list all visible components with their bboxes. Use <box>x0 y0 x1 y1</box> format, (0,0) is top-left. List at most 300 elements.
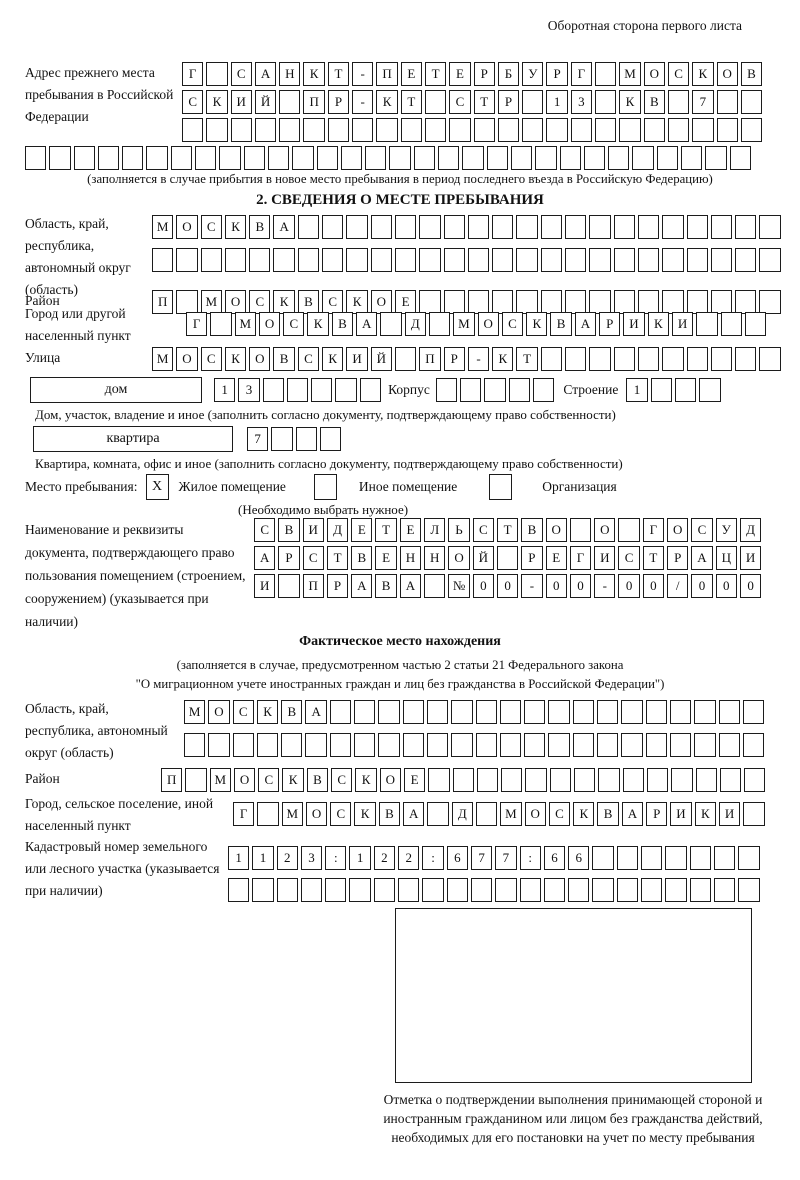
char-cell-empty[interactable] <box>403 733 424 757</box>
char-cell-empty[interactable] <box>419 215 440 239</box>
char-cell-empty[interactable] <box>671 768 692 792</box>
char-cell-filled[interactable]: Т <box>401 90 422 114</box>
char-cell-empty[interactable] <box>255 118 276 142</box>
char-cell-filled[interactable]: К <box>303 62 324 86</box>
char-cell-empty[interactable] <box>233 733 254 757</box>
char-cell-empty[interactable] <box>292 146 313 170</box>
char-cell-empty[interactable] <box>589 215 610 239</box>
char-cell-filled[interactable]: М <box>500 802 521 826</box>
char-cell-filled[interactable]: Т <box>643 546 664 570</box>
char-cell-empty[interactable] <box>281 733 302 757</box>
char-cell-empty[interactable] <box>492 215 513 239</box>
char-cell-filled[interactable]: П <box>303 90 324 114</box>
char-cell-filled[interactable]: № <box>448 574 469 598</box>
char-cell-empty[interactable] <box>354 700 375 724</box>
char-cell-empty[interactable] <box>492 248 513 272</box>
char-cell-empty[interactable] <box>398 878 419 902</box>
char-cell-filled[interactable]: Г <box>571 62 592 86</box>
char-cell-empty[interactable] <box>741 118 762 142</box>
char-cell-empty[interactable] <box>533 378 554 402</box>
char-cell-filled[interactable]: Е <box>546 546 567 570</box>
char-cell-filled[interactable]: 7 <box>495 846 516 870</box>
char-cell-filled[interactable]: К <box>225 347 246 371</box>
char-cell-empty[interactable] <box>468 290 489 314</box>
char-cell-empty[interactable] <box>428 768 449 792</box>
char-cell-filled[interactable]: В <box>597 802 618 826</box>
char-cell-filled[interactable]: Р <box>278 546 299 570</box>
char-cell-empty[interactable] <box>617 878 638 902</box>
char-cell-filled[interactable]: Т <box>516 347 537 371</box>
char-cell-filled[interactable]: М <box>152 215 173 239</box>
char-cell-empty[interactable] <box>735 290 756 314</box>
char-cell-empty[interactable] <box>146 146 167 170</box>
char-cell-filled[interactable]: К <box>376 90 397 114</box>
char-cell-empty[interactable] <box>438 146 459 170</box>
char-cell-filled[interactable]: В <box>307 768 328 792</box>
char-cell-empty[interactable] <box>330 733 351 757</box>
char-cell-filled[interactable]: Н <box>400 546 421 570</box>
char-cell-empty[interactable] <box>568 878 589 902</box>
char-cell-empty[interactable] <box>692 118 713 142</box>
char-cell-filled[interactable]: Й <box>473 546 494 570</box>
char-cell-filled[interactable]: Н <box>279 62 300 86</box>
char-cell-empty[interactable] <box>614 347 635 371</box>
char-cell-empty[interactable] <box>681 146 702 170</box>
char-cell-empty[interactable] <box>471 878 492 902</box>
char-cell-filled[interactable]: С <box>249 290 270 314</box>
char-cell-filled[interactable]: К <box>273 290 294 314</box>
char-cell-filled[interactable]: С <box>549 802 570 826</box>
char-cell-filled[interactable]: К <box>206 90 227 114</box>
char-cell-filled[interactable]: 1 <box>214 378 235 402</box>
char-cell-empty[interactable] <box>651 378 672 402</box>
char-cell-filled[interactable]: К <box>619 90 640 114</box>
char-cell-filled[interactable]: В <box>644 90 665 114</box>
char-cell-empty[interactable] <box>617 846 638 870</box>
char-cell-filled[interactable]: 0 <box>618 574 639 598</box>
char-cell-empty[interactable] <box>623 768 644 792</box>
char-cell-empty[interactable] <box>303 118 324 142</box>
char-cell-filled[interactable]: К <box>225 215 246 239</box>
char-cell-filled[interactable]: С <box>330 802 351 826</box>
char-cell-filled[interactable]: Ц <box>716 546 737 570</box>
char-cell-empty[interactable] <box>244 146 265 170</box>
char-cell-empty[interactable] <box>743 700 764 724</box>
char-cell-filled[interactable]: И <box>672 312 693 336</box>
char-cell-filled[interactable]: И <box>594 546 615 570</box>
char-cell-empty[interactable] <box>565 248 586 272</box>
char-cell-filled[interactable]: Г <box>182 62 203 86</box>
char-cell-empty[interactable] <box>176 248 197 272</box>
char-cell-filled[interactable]: Т <box>328 62 349 86</box>
char-cell-empty[interactable] <box>759 215 780 239</box>
char-cell-empty[interactable] <box>206 118 227 142</box>
char-cell-filled[interactable]: М <box>235 312 256 336</box>
char-cell-filled[interactable]: О <box>644 62 665 86</box>
char-cell-filled[interactable]: И <box>623 312 644 336</box>
char-cell-empty[interactable] <box>305 733 326 757</box>
char-cell-filled[interactable]: Т <box>327 546 348 570</box>
char-cell-filled[interactable]: О <box>234 768 255 792</box>
char-cell-empty[interactable] <box>694 700 715 724</box>
char-cell-empty[interactable] <box>632 146 653 170</box>
char-cell-empty[interactable] <box>541 347 562 371</box>
char-cell-empty[interactable] <box>574 768 595 792</box>
char-cell-filled[interactable]: : <box>422 846 443 870</box>
char-cell-empty[interactable] <box>395 215 416 239</box>
char-cell-filled[interactable]: С <box>258 768 279 792</box>
char-cell-empty[interactable] <box>311 378 332 402</box>
char-cell-filled[interactable]: С <box>322 290 343 314</box>
char-cell-filled[interactable]: Д <box>740 518 761 542</box>
char-cell-filled[interactable]: О <box>717 62 738 86</box>
char-cell-filled[interactable]: 0 <box>691 574 712 598</box>
char-cell-empty[interactable] <box>522 90 543 114</box>
char-cell-empty[interactable] <box>182 118 203 142</box>
char-cell-empty[interactable] <box>584 146 605 170</box>
char-cell-empty[interactable] <box>759 290 780 314</box>
char-cell-empty[interactable] <box>565 290 586 314</box>
char-cell-empty[interactable] <box>614 215 635 239</box>
char-cell-empty[interactable] <box>646 700 667 724</box>
char-cell-empty[interactable] <box>474 118 495 142</box>
char-cell-empty[interactable] <box>735 347 756 371</box>
char-cell-filled[interactable]: 1 <box>228 846 249 870</box>
char-cell-empty[interactable] <box>271 427 292 451</box>
char-cell-filled[interactable]: А <box>305 700 326 724</box>
char-cell-filled[interactable]: 6 <box>544 846 565 870</box>
char-cell-filled[interactable]: А <box>273 215 294 239</box>
char-cell-filled[interactable]: 7 <box>247 427 268 451</box>
char-cell-empty[interactable] <box>476 700 497 724</box>
char-cell-filled[interactable]: К <box>526 312 547 336</box>
char-cell-filled[interactable]: Е <box>401 62 422 86</box>
char-cell-empty[interactable] <box>641 878 662 902</box>
char-cell-empty[interactable] <box>598 768 619 792</box>
char-cell-empty[interactable] <box>719 700 740 724</box>
char-cell-empty[interactable] <box>696 312 717 336</box>
char-cell-filled[interactable]: 1 <box>546 90 567 114</box>
char-cell-empty[interactable] <box>696 768 717 792</box>
char-cell-empty[interactable] <box>376 118 397 142</box>
char-cell-filled[interactable]: П <box>303 574 324 598</box>
char-cell-filled[interactable]: С <box>502 312 523 336</box>
char-cell-empty[interactable] <box>195 146 216 170</box>
char-cell-filled[interactable]: А <box>254 546 275 570</box>
char-cell-filled[interactable]: Е <box>400 518 421 542</box>
char-cell-filled[interactable]: С <box>473 518 494 542</box>
char-cell-empty[interactable] <box>424 574 445 598</box>
char-cell-filled[interactable]: М <box>201 290 222 314</box>
char-cell-empty[interactable] <box>592 878 613 902</box>
char-cell-filled[interactable]: И <box>231 90 252 114</box>
char-cell-filled[interactable]: Р <box>328 90 349 114</box>
char-cell-filled[interactable]: О <box>176 215 197 239</box>
char-cell-empty[interactable] <box>374 878 395 902</box>
char-cell-filled[interactable]: Р <box>667 546 688 570</box>
char-cell-empty[interactable] <box>638 290 659 314</box>
char-cell-empty[interactable] <box>511 146 532 170</box>
char-cell-filled[interactable]: В <box>351 546 372 570</box>
char-cell-filled[interactable]: О <box>259 312 280 336</box>
char-cell-filled[interactable]: О <box>448 546 469 570</box>
char-cell-empty[interactable] <box>287 378 308 402</box>
char-cell-filled[interactable]: А <box>403 802 424 826</box>
char-cell-empty[interactable] <box>621 733 642 757</box>
char-cell-filled[interactable]: О <box>249 347 270 371</box>
char-cell-empty[interactable] <box>730 146 751 170</box>
char-cell-empty[interactable] <box>743 733 764 757</box>
char-cell-filled[interactable]: 2 <box>277 846 298 870</box>
char-cell-empty[interactable] <box>500 733 521 757</box>
char-cell-empty[interactable] <box>427 733 448 757</box>
char-cell-empty[interactable] <box>720 768 741 792</box>
char-cell-empty[interactable] <box>25 146 46 170</box>
char-cell-filled[interactable]: Е <box>375 546 396 570</box>
char-cell-empty[interactable] <box>589 290 610 314</box>
char-cell-empty[interactable] <box>714 846 735 870</box>
char-cell-empty[interactable] <box>263 378 284 402</box>
char-cell-empty[interactable] <box>595 118 616 142</box>
char-cell-empty[interactable] <box>687 347 708 371</box>
char-cell-filled[interactable]: У <box>716 518 737 542</box>
char-cell-empty[interactable] <box>738 878 759 902</box>
char-cell-empty[interactable] <box>735 248 756 272</box>
char-cell-filled[interactable]: И <box>719 802 740 826</box>
char-cell-empty[interactable] <box>419 290 440 314</box>
char-cell-empty[interactable] <box>360 378 381 402</box>
char-cell-empty[interactable] <box>346 248 367 272</box>
char-cell-empty[interactable] <box>687 290 708 314</box>
char-cell-empty[interactable] <box>371 215 392 239</box>
char-cell-filled[interactable]: : <box>325 846 346 870</box>
char-cell-empty[interactable] <box>525 768 546 792</box>
char-cell-empty[interactable] <box>735 215 756 239</box>
char-cell-filled[interactable]: С <box>618 546 639 570</box>
char-cell-filled[interactable]: 0 <box>497 574 518 598</box>
char-cell-empty[interactable] <box>476 733 497 757</box>
char-cell-empty[interactable] <box>335 378 356 402</box>
char-cell-empty[interactable] <box>670 700 691 724</box>
char-cell-filled[interactable]: Т <box>425 62 446 86</box>
char-cell-filled[interactable]: Б <box>498 62 519 86</box>
char-cell-empty[interactable] <box>429 312 450 336</box>
char-cell-filled[interactable]: А <box>351 574 372 598</box>
char-cell-filled[interactable]: А <box>622 802 643 826</box>
char-cell-filled[interactable]: О <box>225 290 246 314</box>
char-cell-empty[interactable] <box>573 700 594 724</box>
char-cell-filled[interactable]: Т <box>375 518 396 542</box>
char-cell-empty[interactable] <box>325 878 346 902</box>
char-cell-filled[interactable]: О <box>525 802 546 826</box>
char-cell-filled[interactable]: Г <box>570 546 591 570</box>
stay-type-checkbox-residential[interactable]: X <box>146 474 169 500</box>
char-cell-empty[interactable] <box>444 248 465 272</box>
char-cell-filled[interactable]: В <box>298 290 319 314</box>
char-cell-filled[interactable]: И <box>346 347 367 371</box>
char-cell-filled[interactable]: Р <box>521 546 542 570</box>
char-cell-filled[interactable]: В <box>379 802 400 826</box>
char-cell-empty[interactable] <box>427 802 448 826</box>
char-cell-empty[interactable] <box>541 215 562 239</box>
char-cell-empty[interactable] <box>711 347 732 371</box>
char-cell-filled[interactable]: И <box>670 802 691 826</box>
char-cell-filled[interactable]: К <box>354 802 375 826</box>
char-cell-empty[interactable] <box>509 378 530 402</box>
char-cell-empty[interactable] <box>49 146 70 170</box>
char-cell-empty[interactable] <box>425 90 446 114</box>
char-cell-empty[interactable] <box>546 118 567 142</box>
char-cell-empty[interactable] <box>427 700 448 724</box>
char-cell-empty[interactable] <box>516 248 537 272</box>
char-cell-empty[interactable] <box>498 118 519 142</box>
char-cell-empty[interactable] <box>544 878 565 902</box>
char-cell-empty[interactable] <box>738 846 759 870</box>
char-cell-empty[interactable] <box>122 146 143 170</box>
char-cell-empty[interactable] <box>589 347 610 371</box>
char-cell-empty[interactable] <box>346 215 367 239</box>
char-cell-empty[interactable] <box>647 768 668 792</box>
char-cell-empty[interactable] <box>608 146 629 170</box>
char-cell-filled[interactable]: - <box>521 574 542 598</box>
char-cell-filled[interactable]: 6 <box>568 846 589 870</box>
char-cell-filled[interactable]: М <box>184 700 205 724</box>
char-cell-empty[interactable] <box>524 700 545 724</box>
char-cell-filled[interactable]: А <box>575 312 596 336</box>
char-cell-filled[interactable]: О <box>208 700 229 724</box>
char-cell-filled[interactable]: - <box>594 574 615 598</box>
char-cell-empty[interactable] <box>460 378 481 402</box>
char-cell-empty[interactable] <box>662 347 683 371</box>
char-cell-empty[interactable] <box>694 733 715 757</box>
char-cell-empty[interactable] <box>516 215 537 239</box>
char-cell-filled[interactable]: К <box>322 347 343 371</box>
char-cell-filled[interactable]: 3 <box>238 378 259 402</box>
char-cell-filled[interactable]: О <box>478 312 499 336</box>
char-cell-empty[interactable] <box>257 802 278 826</box>
char-cell-empty[interactable] <box>541 248 562 272</box>
char-cell-empty[interactable] <box>560 146 581 170</box>
char-cell-empty[interactable] <box>328 118 349 142</box>
char-cell-empty[interactable] <box>638 248 659 272</box>
char-cell-filled[interactable]: И <box>303 518 324 542</box>
char-cell-empty[interactable] <box>522 118 543 142</box>
char-cell-empty[interactable] <box>444 290 465 314</box>
char-cell-empty[interactable] <box>714 878 735 902</box>
char-cell-empty[interactable] <box>296 427 317 451</box>
char-cell-empty[interactable] <box>495 878 516 902</box>
char-cell-filled[interactable]: 3 <box>301 846 322 870</box>
char-cell-empty[interactable] <box>717 90 738 114</box>
char-cell-empty[interactable] <box>414 146 435 170</box>
char-cell-filled[interactable]: - <box>352 62 373 86</box>
char-cell-empty[interactable] <box>759 248 780 272</box>
char-cell-empty[interactable] <box>741 90 762 114</box>
char-cell-empty[interactable] <box>395 347 416 371</box>
char-cell-filled[interactable]: Ь <box>448 518 469 542</box>
char-cell-filled[interactable]: 1 <box>252 846 273 870</box>
char-cell-empty[interactable] <box>501 768 522 792</box>
char-cell-empty[interactable] <box>279 118 300 142</box>
char-cell-filled[interactable]: К <box>307 312 328 336</box>
char-cell-empty[interactable] <box>378 733 399 757</box>
char-cell-empty[interactable] <box>252 878 273 902</box>
char-cell-filled[interactable]: 0 <box>570 574 591 598</box>
char-cell-empty[interactable] <box>675 378 696 402</box>
char-cell-filled[interactable]: 7 <box>471 846 492 870</box>
char-cell-empty[interactable] <box>516 290 537 314</box>
char-cell-filled[interactable]: В <box>278 518 299 542</box>
char-cell-empty[interactable] <box>690 846 711 870</box>
char-cell-filled[interactable]: К <box>692 62 713 86</box>
char-cell-empty[interactable] <box>378 700 399 724</box>
char-cell-filled[interactable]: В <box>281 700 302 724</box>
char-cell-filled[interactable]: М <box>619 62 640 86</box>
char-cell-empty[interactable] <box>565 215 586 239</box>
char-cell-filled[interactable]: С <box>298 347 319 371</box>
char-cell-empty[interactable] <box>371 248 392 272</box>
char-cell-filled[interactable]: И <box>254 574 275 598</box>
char-cell-empty[interactable] <box>743 802 764 826</box>
char-cell-empty[interactable] <box>322 248 343 272</box>
char-cell-empty[interactable] <box>184 733 205 757</box>
char-cell-empty[interactable] <box>571 118 592 142</box>
char-cell-filled[interactable]: Г <box>186 312 207 336</box>
char-cell-filled[interactable]: Р <box>327 574 348 598</box>
char-cell-filled[interactable]: М <box>282 802 303 826</box>
char-cell-filled[interactable]: 6 <box>447 846 468 870</box>
char-cell-empty[interactable] <box>278 574 299 598</box>
char-cell-empty[interactable] <box>719 733 740 757</box>
char-cell-empty[interactable] <box>349 878 370 902</box>
char-cell-filled[interactable]: О <box>594 518 615 542</box>
char-cell-empty[interactable] <box>422 878 443 902</box>
char-cell-filled[interactable]: 0 <box>473 574 494 598</box>
char-cell-empty[interactable] <box>279 90 300 114</box>
char-cell-empty[interactable] <box>322 215 343 239</box>
char-cell-empty[interactable] <box>548 700 569 724</box>
char-cell-filled[interactable]: К <box>648 312 669 336</box>
char-cell-empty[interactable] <box>711 290 732 314</box>
char-cell-empty[interactable] <box>403 700 424 724</box>
char-cell-empty[interactable] <box>690 878 711 902</box>
char-cell-empty[interactable] <box>298 215 319 239</box>
char-cell-empty[interactable] <box>352 118 373 142</box>
char-cell-empty[interactable] <box>451 733 472 757</box>
char-cell-empty[interactable] <box>225 248 246 272</box>
char-cell-empty[interactable] <box>595 62 616 86</box>
char-cell-empty[interactable] <box>657 146 678 170</box>
char-cell-empty[interactable] <box>449 118 470 142</box>
char-cell-empty[interactable] <box>436 378 457 402</box>
char-cell-empty[interactable] <box>365 146 386 170</box>
char-cell-filled[interactable]: 2 <box>374 846 395 870</box>
char-cell-empty[interactable] <box>638 347 659 371</box>
stay-type-checkbox-organization[interactable] <box>489 474 512 500</box>
char-cell-empty[interactable] <box>341 146 362 170</box>
char-cell-empty[interactable] <box>320 427 341 451</box>
char-cell-empty[interactable] <box>687 248 708 272</box>
char-cell-empty[interactable] <box>273 248 294 272</box>
char-cell-empty[interactable] <box>595 90 616 114</box>
char-cell-empty[interactable] <box>74 146 95 170</box>
char-cell-filled[interactable]: С <box>231 62 252 86</box>
house-type-field[interactable]: дом <box>30 377 202 403</box>
char-cell-empty[interactable] <box>497 546 518 570</box>
char-cell-filled[interactable]: 0 <box>716 574 737 598</box>
char-cell-empty[interactable] <box>425 118 446 142</box>
char-cell-empty[interactable] <box>395 248 416 272</box>
